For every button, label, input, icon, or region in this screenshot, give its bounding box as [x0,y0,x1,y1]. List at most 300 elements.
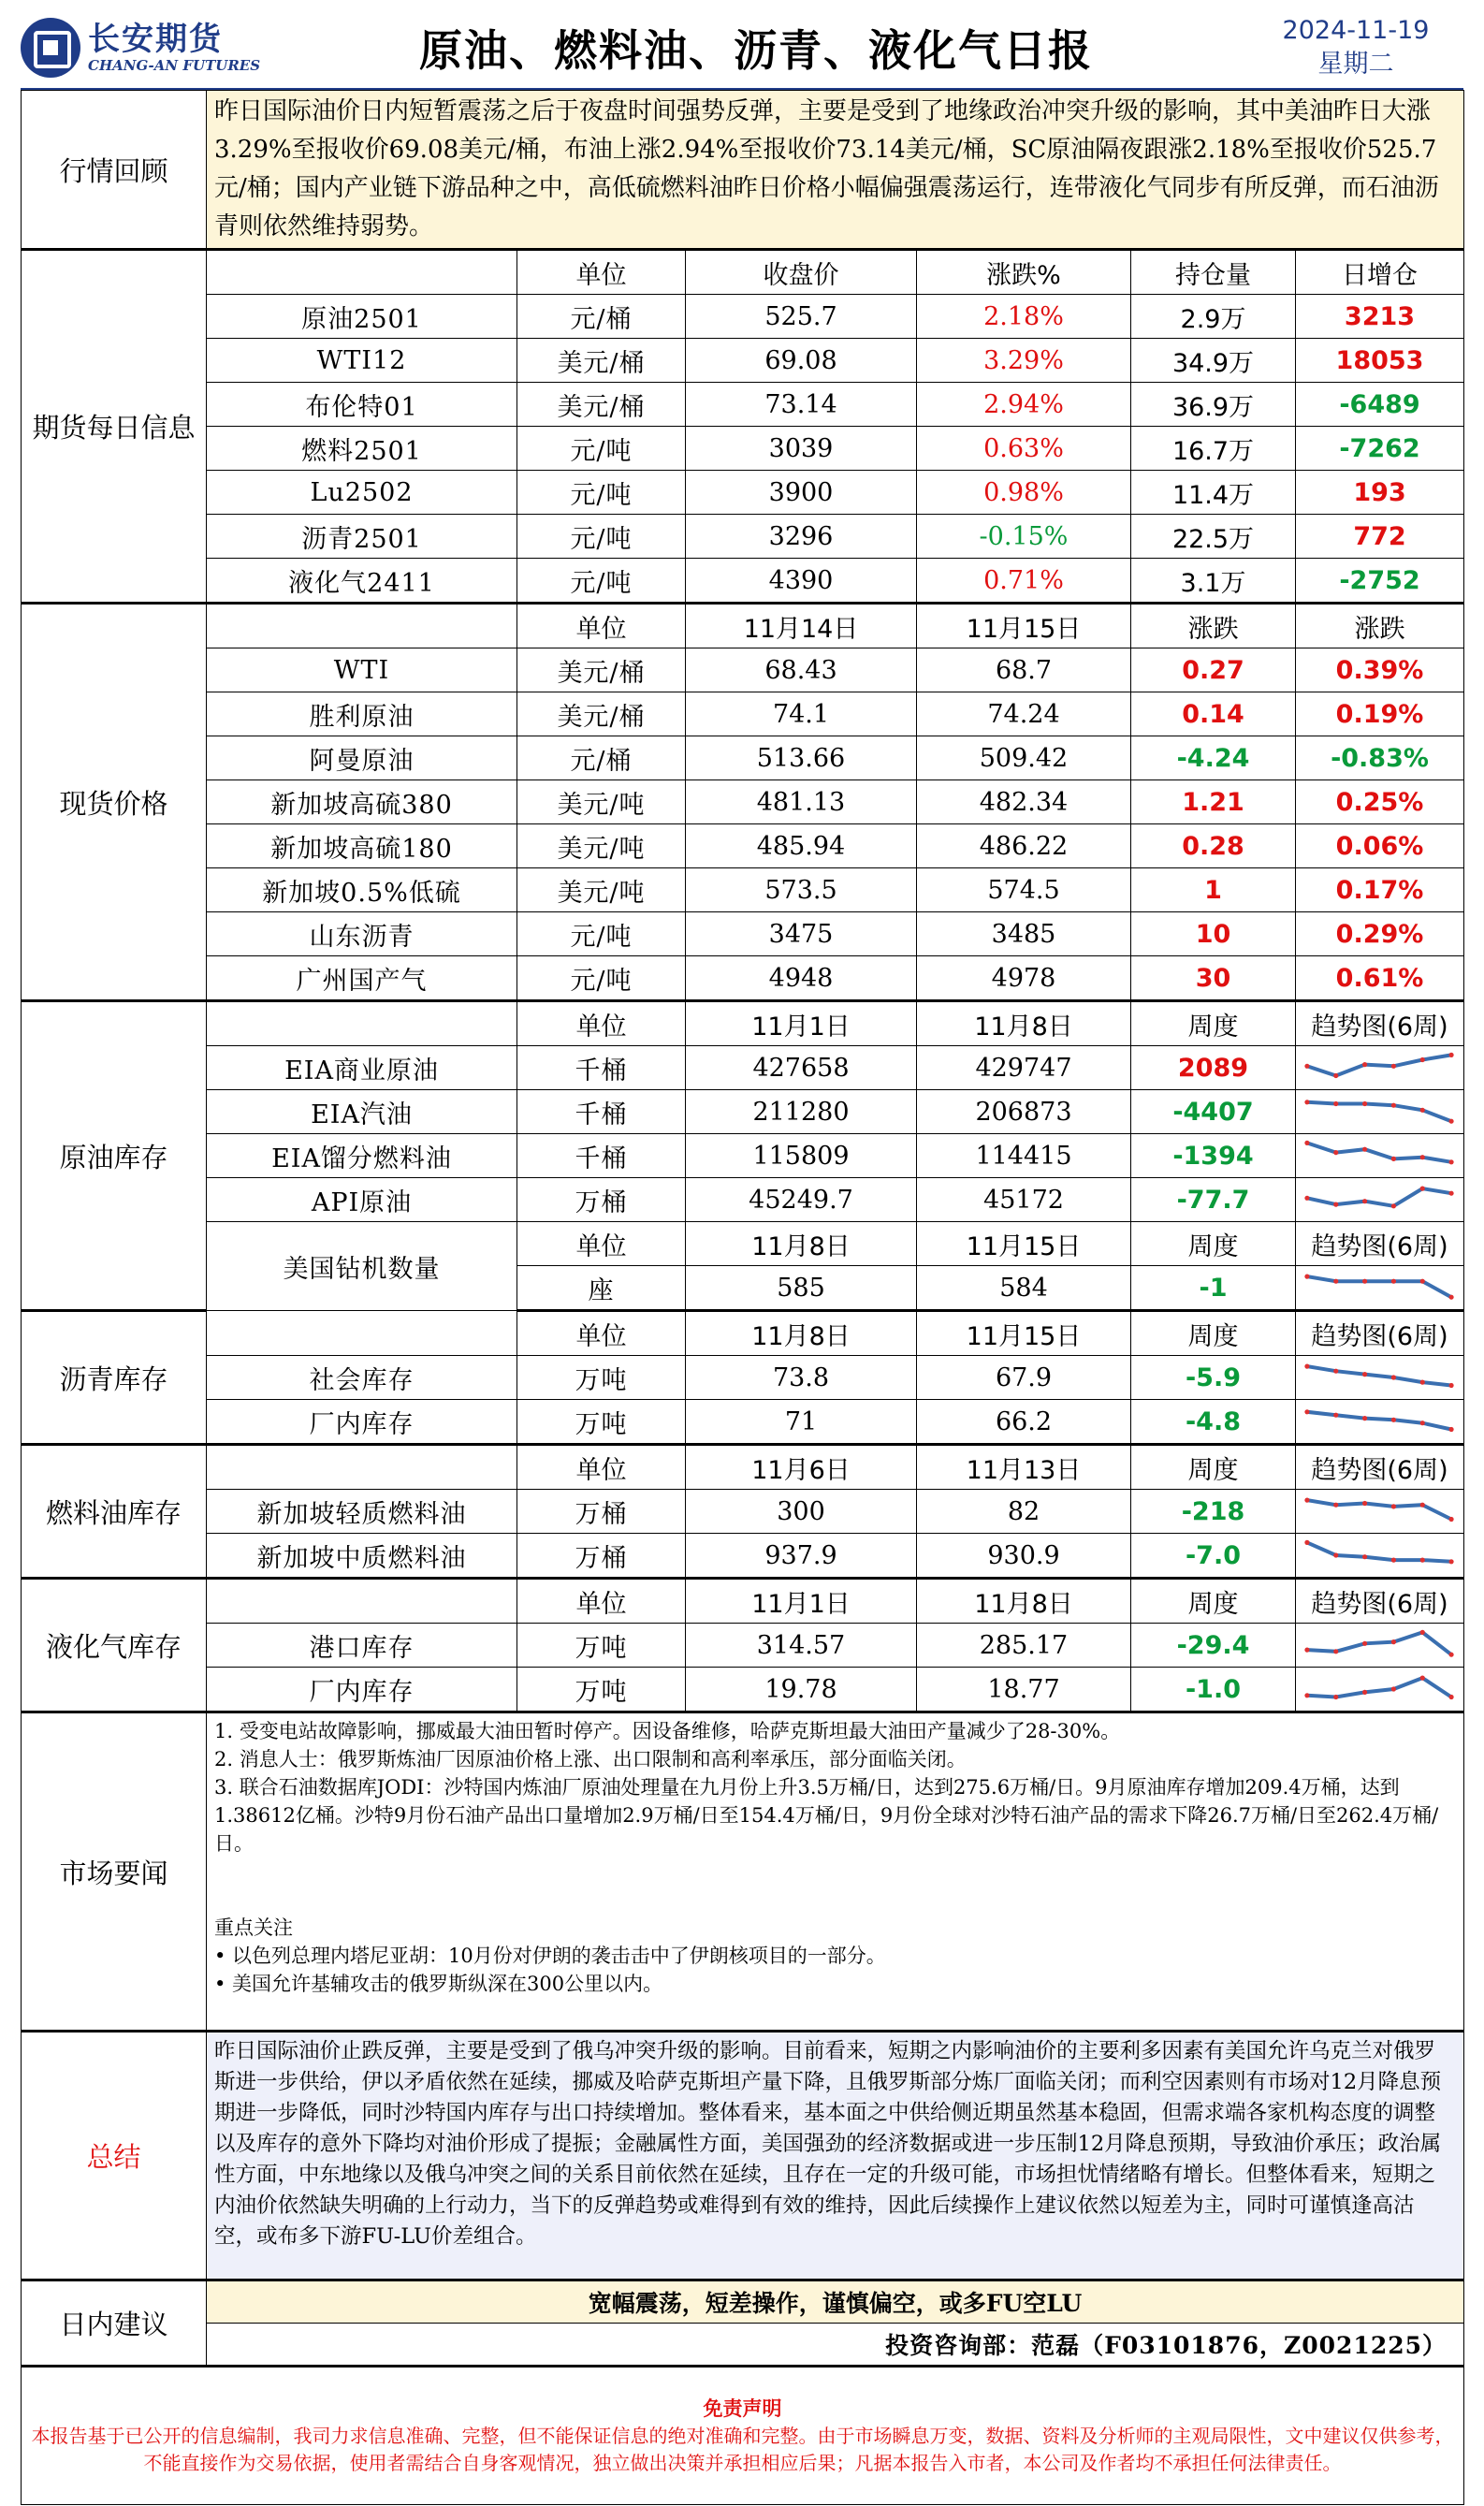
unit: 美元/吨 [517,780,686,824]
change-pct: 0.63% [917,427,1131,471]
trend-point [1333,1279,1338,1284]
unit: 万桶 [517,1178,686,1222]
table-row [22,912,1464,956]
daily-oi-change: -7262 [1296,427,1464,471]
header-blank [207,1001,517,1046]
close-price: 525.7 [686,295,917,339]
header-blank [207,1311,517,1356]
column-header: 11月8日 [686,1311,917,1356]
price-day2: 74.24 [917,692,1131,736]
change-pct: 2.18% [917,295,1131,339]
table-row [22,736,1464,780]
trend-line [1307,1412,1451,1430]
price-change-pct: 0.61% [1296,956,1464,1001]
trend-point [1449,1427,1454,1432]
daily-oi-change: 3213 [1296,295,1464,339]
table-row [22,1090,1464,1134]
price-change-pct: 0.19% [1296,692,1464,736]
inventory-name: EIA汽油 [207,1090,517,1134]
section-label-news: 市场要闻 [22,1712,207,2032]
intraday-advice: 宽幅震荡，短差操作，谨慎偏空，或多FU空LU [207,2280,1464,2324]
close-price: 3039 [686,427,917,471]
column-header: 持仓量 [1131,250,1296,295]
trend-sparkline [1296,1090,1463,1133]
trend-point [1333,1552,1338,1557]
unit: 元/吨 [517,515,686,559]
trend-point [1449,1191,1454,1196]
value-prev: 115809 [686,1134,917,1178]
trend-sparkline [1296,1046,1463,1089]
table-row [22,1134,1464,1178]
trend-point [1420,1108,1425,1113]
table-row [22,1311,1464,1356]
trend-chart-cell [1296,1624,1464,1668]
price-change-pct: -0.83% [1296,736,1464,780]
inventory-name: 厂内库存 [207,1668,517,1712]
contract-name: 原油2501 [207,295,517,339]
spacer [214,1858,1456,1914]
table-row [22,1490,1464,1534]
column-header: 周度 [1131,1001,1296,1046]
spot-name: 广州国产气 [207,956,517,1001]
price-change-pct: 0.25% [1296,780,1464,824]
table-row [22,2324,1464,2367]
open-interest: 11.4万 [1131,471,1296,515]
trend-point [1420,1676,1425,1681]
column-header: 11月15日 [917,1222,1131,1266]
logo-mark-icon [21,18,80,78]
section-label-spot: 现货价格 [22,604,207,1001]
market-review-text: 昨日国际油价日内短暂震荡之后于夜盘时间强势反弹，主要是受到了地缘政治冲突升级的影响，其中美油昨日大涨3.29%至报收价69.08美元/桶，布油上涨2.94%至报收价73.14美元/桶，SC原油隔夜跟涨2.18%至报收价525.7元/桶；国内产业链下游品种之中，高低硫燃料油昨日价格小幅偏强震荡运行，连带液化气同步有所反弹，而石油沥青则依然维持弱势。 [207,91,1464,250]
price-day1: 513.66 [686,736,917,780]
section-label-crude-inventory: 原油库存 [22,1001,207,1311]
daily-oi-change: 18053 [1296,339,1464,383]
weekly-change: -5.9 [1131,1356,1296,1400]
focus-item: • 美国允许基辅攻击的俄罗斯纵深在300公里以内。 [214,1973,663,1995]
column-header: 11月8日 [917,1001,1131,1046]
trend-line [1307,1102,1451,1121]
weekly-change: -218 [1131,1490,1296,1534]
column-header: 单位 [517,1579,686,1624]
trend-point [1391,1375,1396,1379]
trend-point [1391,1639,1396,1644]
column-header: 11月6日 [686,1445,917,1490]
logo-english-name: CHANG-AN FUTURES [88,57,261,74]
trend-point [1391,1103,1396,1108]
unit: 美元/桶 [517,339,686,383]
close-price: 3900 [686,471,917,515]
trend-point [1333,1369,1338,1374]
market-news [207,1712,1464,2032]
table-row [22,91,1464,250]
price-day2: 4978 [917,956,1131,1001]
trend-sparkline [1296,1668,1463,1711]
trend-point [1420,1558,1425,1563]
value-latest: 45172 [917,1178,1131,1222]
trend-line [1307,1678,1451,1697]
weekly-change: -77.7 [1131,1178,1296,1222]
trend-point [1362,1199,1367,1203]
table-row [22,250,1464,295]
trend-chart-cell [1296,1178,1464,1222]
contract-name: 布伦特01 [207,383,517,427]
price-day1: 573.5 [686,868,917,912]
open-interest: 34.9万 [1131,339,1296,383]
weekly-change: -1.0 [1131,1668,1296,1712]
table-row [22,2367,1464,2505]
unit: 美元/桶 [517,383,686,427]
column-header: 涨跌 [1296,604,1464,648]
trend-point [1420,1057,1425,1062]
value-prev: 19.78 [686,1668,917,1712]
trend-sparkline [1296,1490,1463,1533]
daily-oi-change: 772 [1296,515,1464,559]
table-row [22,2280,1464,2324]
close-price: 4390 [686,559,917,604]
value-latest: 114415 [917,1134,1131,1178]
value-latest: 285.17 [917,1624,1131,1668]
value-latest: 429747 [917,1046,1131,1090]
table-row [22,824,1464,868]
trend-point [1449,1159,1454,1164]
contract-name: WTI12 [207,339,517,383]
column-header: 11月15日 [917,604,1131,648]
trend-point [1449,1383,1454,1388]
column-header: 趋势图(6周) [1296,1579,1464,1624]
trend-point [1362,1101,1367,1106]
trend-line [1307,1366,1451,1385]
inventory-name: 社会库存 [207,1356,517,1400]
unit: 千桶 [517,1134,686,1178]
price-change: 30 [1131,956,1296,1001]
value-latest: 66.2 [917,1400,1131,1445]
table-row [22,1534,1464,1579]
trend-point [1449,1119,1454,1124]
trend-point [1420,1421,1425,1425]
unit: 元/桶 [517,295,686,339]
spot-name: 新加坡高硫180 [207,824,517,868]
table-row [22,1356,1464,1400]
unit: 元/吨 [517,427,686,471]
value-prev: 585 [686,1266,917,1311]
table-row [22,868,1464,912]
trend-point [1362,1690,1367,1695]
trend-point [1362,1554,1367,1559]
trend-chart-cell [1296,1534,1464,1579]
trend-sparkline [1296,1356,1463,1399]
table-row [22,1001,1464,1046]
disclaimer-title: 免责声明 [703,2397,782,2420]
column-header: 趋势图(6周) [1296,1222,1464,1266]
trend-point [1304,1409,1309,1414]
trend-point [1420,1380,1425,1385]
trend-point [1449,1053,1454,1057]
trend-line [1307,1542,1451,1561]
price-day1: 68.43 [686,648,917,692]
value-latest: 67.9 [917,1356,1131,1400]
contract-name: 燃料2501 [207,427,517,471]
trend-point [1362,1062,1367,1067]
trend-point [1304,1540,1309,1545]
value-latest: 82 [917,1490,1131,1534]
section-label-asphalt-inventory: 沥青库存 [22,1311,207,1445]
trend-point [1420,1630,1425,1635]
trend-point [1391,1418,1396,1422]
trend-sparkline [1296,1178,1463,1221]
unit: 美元/吨 [517,868,686,912]
trend-sparkline [1296,1134,1463,1177]
trend-point [1333,1202,1338,1207]
table-row [22,427,1464,471]
price-change: -4.24 [1131,736,1296,780]
unit: 元/吨 [517,471,686,515]
price-day1: 481.13 [686,780,917,824]
section-label-futures: 期货每日信息 [22,250,207,604]
open-interest: 3.1万 [1131,559,1296,604]
weekly-change: -4407 [1131,1090,1296,1134]
trend-point [1420,1503,1425,1508]
daily-oi-change: -6489 [1296,383,1464,427]
trend-point [1362,1501,1367,1506]
section-label-advice: 日内建议 [22,2280,207,2367]
column-header: 11月8日 [917,1579,1131,1624]
price-day2: 574.5 [917,868,1131,912]
trend-point [1391,1686,1396,1691]
table-row [22,1668,1464,1712]
column-header: 周度 [1131,1222,1296,1266]
value-prev: 211280 [686,1090,917,1134]
price-day2: 68.7 [917,648,1131,692]
change-pct: 0.71% [917,559,1131,604]
inventory-name: EIA馏分燃料油 [207,1134,517,1178]
price-day1: 4948 [686,956,917,1001]
trend-chart-cell [1296,1400,1464,1445]
column-header: 收盘价 [686,250,917,295]
weekly-change: -4.8 [1131,1400,1296,1445]
price-day1: 3475 [686,912,917,956]
close-price: 73.14 [686,383,917,427]
unit: 元/吨 [517,912,686,956]
analyst-info: 投资咨询部：范磊（F03101876，Z0021225） [207,2324,1464,2367]
value-prev: 427658 [686,1046,917,1090]
change-pct: 0.98% [917,471,1131,515]
trend-point [1304,1275,1309,1279]
trend-point [1304,1364,1309,1369]
column-header: 周度 [1131,1311,1296,1356]
column-header: 周度 [1131,1445,1296,1490]
unit: 元/桶 [517,736,686,780]
inventory-name: API原油 [207,1178,517,1222]
unit: 万吨 [517,1400,686,1445]
trend-line [1307,1276,1451,1297]
summary-text: 昨日国际油价止跌反弹，主要是受到了俄乌冲突升级的影响。目前看来，短期之内影响油价的主要利多因素有美国允许乌克兰对俄罗斯进一步供给，伊以矛盾依然在延续，挪威及哈萨克斯坦产量下降，且俄罗斯部分炼厂面临关闭；而利空因素则有市场对12月降息预期进一步降低，同时沙特国内库存与出口持续增加。整体看来，基本面之中供给侧近期虽然基本稳固，但需求端各家机构态度的调整以及库存的意外下降均对油价形成了提振；金融属性方面，美国强劲的经济数据或进一步压制12月降息预期，导致油价承压；政治属性方面，中东地缘以及俄乌冲突之间的关系目前依然在延续，且存在一定的升级可能，市场担忧情绪略有增长。但整体看来，短期之内油价依然缺失明确的上行动力，当下的反弹趋势或难得到有效的维持，因此后续操作上建议依然以短差为主，同时可谨慎逢高沽空，或布多下游FU-LU价差组合。 [207,2032,1464,2280]
table-row [22,956,1464,1001]
spot-name: 胜利原油 [207,692,517,736]
focus-item: • 以色列总理内塔尼亚胡：10月份对伊朗的袭击击中了伊朗核项目的一部分。 [214,1945,886,1967]
table-row [22,1400,1464,1445]
column-header: 11月15日 [917,1311,1131,1356]
weekly-change: -1 [1131,1266,1296,1311]
header-blank [207,1445,517,1490]
column-header: 单位 [517,1445,686,1490]
price-day2: 509.42 [917,736,1131,780]
trend-point [1304,1693,1309,1697]
disclaimer [22,2367,1464,2505]
news-item: 3. 联合石油数据库JODI：沙特国内炼油厂原油处理量在九月份上升3.5万桶/日，达到275.6万桶/日。9月原油库存增加209.4万桶，达到1.38612亿桶。沙特9月份石油产品出口量增加2.9万桶/日至154.4万桶/日，9月份全球对沙特石油产品的需求下降26.7万桶/日至262.4万桶/日。 [214,1776,1439,1855]
open-interest: 22.5万 [1131,515,1296,559]
inventory-name: 新加坡中质燃料油 [207,1534,517,1579]
value-prev: 73.8 [686,1356,917,1400]
unit: 万桶 [517,1534,686,1579]
report-table [21,90,1464,2505]
column-header: 趋势图(6周) [1296,1445,1464,1490]
value-prev: 937.9 [686,1534,917,1579]
trend-point [1391,1279,1396,1284]
column-header: 单位 [517,250,686,295]
spot-name: 新加坡0.5%低硫 [207,868,517,912]
value-latest: 930.9 [917,1534,1131,1579]
weekday-text: 星期二 [1317,50,1394,79]
column-header: 11月13日 [917,1445,1131,1490]
close-price: 69.08 [686,339,917,383]
open-interest: 2.9万 [1131,295,1296,339]
table-row [22,648,1464,692]
trend-chart-cell [1296,1046,1464,1090]
price-day1: 485.94 [686,824,917,868]
value-prev: 71 [686,1400,917,1445]
trend-point [1362,1416,1367,1421]
header-blank [207,604,517,648]
column-header: 11月14日 [686,604,917,648]
table-row [22,339,1464,383]
trend-sparkline [1296,1534,1463,1577]
news-item: 2. 消息人士：俄罗斯炼油厂因原油价格上涨、出口限制和高利率承压，部分面临关闭。 [214,1748,967,1770]
trend-chart-cell [1296,1490,1464,1534]
logo-chinese-name: 长安期货 [88,21,223,58]
column-header: 趋势图(6周) [1296,1001,1464,1046]
report-title: 原油、燃料油、沥青、液化气日报 [419,25,1093,76]
column-header: 11月8日 [686,1222,917,1266]
price-day2: 486.22 [917,824,1131,868]
trend-point [1304,1064,1309,1069]
price-change: 10 [1131,912,1296,956]
table-row [22,1579,1464,1624]
price-change: 1.21 [1131,780,1296,824]
unit: 元/吨 [517,956,686,1001]
trend-point [1391,1203,1396,1208]
column-header: 周度 [1131,1579,1296,1624]
trend-point [1333,1695,1338,1699]
daily-oi-change: 193 [1296,471,1464,515]
price-day2: 3485 [917,912,1131,956]
weekly-change: -1394 [1131,1134,1296,1178]
table-row [22,604,1464,648]
table-row [22,471,1464,515]
spot-name: 新加坡高硫380 [207,780,517,824]
trend-point [1420,1279,1425,1284]
price-change-pct: 0.06% [1296,824,1464,868]
rig-count-name: 美国钻机数量 [207,1222,517,1311]
price-change: 1 [1131,868,1296,912]
trend-point [1304,1498,1309,1503]
table-row [22,515,1464,559]
column-header: 单位 [517,604,686,648]
section-label-lpg-inventory: 液化气库存 [22,1579,207,1712]
table-row [22,559,1464,604]
column-header: 11月1日 [686,1001,917,1046]
inventory-name: EIA商业原油 [207,1046,517,1090]
trend-chart-cell [1296,1134,1464,1178]
table-row [22,692,1464,736]
price-change: 0.14 [1131,692,1296,736]
price-change: 0.27 [1131,648,1296,692]
column-header: 单位 [517,1311,686,1356]
unit: 万桶 [517,1490,686,1534]
price-change-pct: 0.17% [1296,868,1464,912]
inventory-name: 港口库存 [207,1624,517,1668]
value-latest: 206873 [917,1090,1131,1134]
trend-point [1333,1649,1338,1654]
trend-point [1304,1141,1309,1145]
table-row [22,383,1464,427]
column-header: 趋势图(6周) [1296,1311,1464,1356]
spot-name: 阿曼原油 [207,736,517,780]
price-day2: 482.34 [917,780,1131,824]
trend-point [1333,1413,1338,1418]
table-row [22,1712,1464,2032]
trend-point [1391,1064,1396,1069]
unit: 美元/桶 [517,648,686,692]
date-text: 2024-11-19 [1282,16,1430,45]
news-item: 1. 受变电站故障影响，挪威最大油田暂时停产。因设备维修，哈萨克斯坦最大油田产量减少了28-30%。 [214,1720,1121,1742]
trend-point [1420,1155,1425,1159]
value-prev: 314.57 [686,1624,917,1668]
section-label-fuel-inventory: 燃料油库存 [22,1445,207,1579]
unit: 美元/桶 [517,692,686,736]
contract-name: 沥青2501 [207,515,517,559]
change-pct: 3.29% [917,339,1131,383]
weekly-change: -29.4 [1131,1624,1296,1668]
spot-name: WTI [207,648,517,692]
unit: 美元/吨 [517,824,686,868]
trend-sparkline [1296,1266,1463,1309]
trend-sparkline [1296,1624,1463,1667]
trend-line [1307,1143,1451,1161]
trend-sparkline [1296,1400,1463,1443]
trend-point [1449,1559,1454,1564]
trend-point [1391,1504,1396,1508]
trend-point [1304,1648,1309,1653]
value-latest: 584 [917,1266,1131,1311]
trend-point [1362,1279,1367,1284]
trend-line [1307,1055,1451,1075]
change-pct: 2.94% [917,383,1131,427]
unit: 万吨 [517,1624,686,1668]
value-latest: 18.77 [917,1668,1131,1712]
price-change-pct: 0.29% [1296,912,1464,956]
unit: 千桶 [517,1090,686,1134]
column-header: 日增仓 [1296,250,1464,295]
column-header: 11月1日 [686,1579,917,1624]
trend-point [1333,1073,1338,1078]
table-row [22,1222,1464,1266]
trend-point [1362,1372,1367,1377]
trend-point [1449,1517,1454,1522]
trend-point [1333,1101,1338,1106]
trend-point [1333,1150,1338,1155]
weekly-change: 2089 [1131,1046,1296,1090]
spot-name: 山东沥青 [207,912,517,956]
